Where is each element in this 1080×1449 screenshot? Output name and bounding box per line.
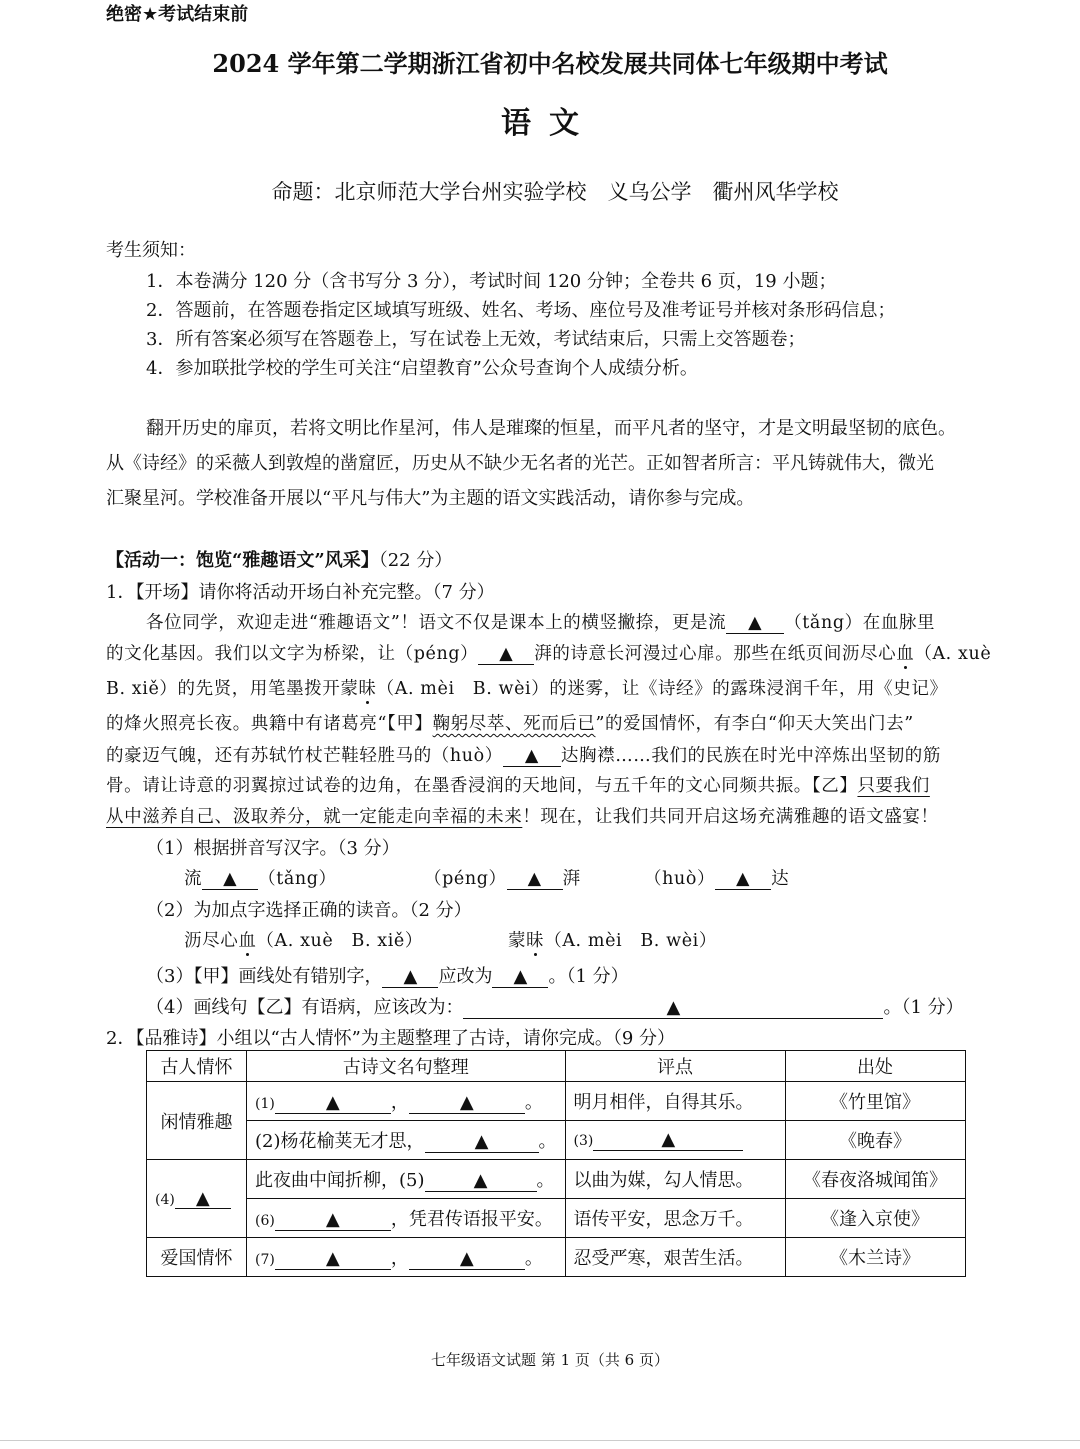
notice-item: 2．答题前，在答题卷指定区域填写班级、姓名、考场、座位号及准考证号并核对条形码信息； [146, 300, 896, 321]
q2-label: 2．【品雅诗】小组以“古人情怀”为主题整理了古诗，请你完成。（9 分） [106, 1028, 676, 1049]
source-cell: 《木兰诗》 [785, 1238, 965, 1277]
pronunciation-item: 沥尽心血（A. xuè B. xiě） [184, 931, 423, 951]
pronunciation-item: 蒙昧（A. mèi B. wèi） [508, 931, 717, 951]
comment-cell: 忍受严寒，艰苦生活。 [565, 1238, 785, 1277]
table-row [147, 1199, 966, 1238]
subject-title: 语文 [501, 106, 597, 141]
exam-title: 2024 学年第二学期浙江省初中名校发展共同体七年级期中考试 [212, 49, 888, 78]
sub-question: （2）为加点字选择正确的读音。（2 分） [146, 900, 472, 921]
passage-line: 的烽火照亮长夜。典籍中有诸葛亮“【甲】鞠躬尽萃、死而后已”的爱国情怀，有李白“仰天大笑出门去” [106, 714, 914, 734]
table-header-row [147, 1051, 966, 1082]
header-cell: 古诗文名句整理 [247, 1051, 566, 1082]
source-cell: 《春夜洛城闻笛》 [785, 1160, 965, 1199]
intro-paragraph: 从《诗经》的采薇人到敦煌的凿窟匠，历史从不缺少无名者的光芒。正如智者所言：平凡铸就伟大，微光 [106, 453, 934, 474]
source-cell: 《逢入京使》 [785, 1199, 965, 1238]
table-row [147, 1082, 966, 1121]
sub-question: （3）【甲】画线处有错别字， ▲ 应改为 ▲ 。（1 分） [146, 966, 629, 987]
sub-question: （4）画线句【乙】有语病，应该改为： ▲ 。（1 分） [146, 997, 964, 1018]
passage-line: 的豪迈气魄，还有苏轼竹杖芒鞋轻胜马的（huò） ▲ 达胸襟……我们的民族在时光中淬炼出坚韧的筋 [106, 746, 941, 766]
notice-item: 4．参加联批学校的学生可关注“启望教育”公众号查询个人成绩分析。 [146, 358, 698, 379]
activity1-heading: 【活动一：饱览“雅趣语文”风采】（22 分） [106, 550, 453, 571]
passage-line: 骨。请让诗意的羽翼掠过试卷的边角，在墨香浸润的天地间，与五千年的文心同频共振。【乙】只要我们 [106, 776, 930, 796]
answer-item-tang: 流 ▲ （tǎng） [184, 869, 337, 889]
verse-cell: (6) ▲ ，凭君传语报平安。 [247, 1199, 566, 1238]
passage-line: B. xiě）的先贤，用笔墨拨开蒙昧（A. mèi B. wèi）的迷雾，让《诗经》的露珠浸润千年，用《史记》 [106, 679, 948, 699]
intro-paragraph: 翻开历史的扉页，若将文明比作星河，伟人是璀璨的恒星，而平凡者的坚守，才是文明最坚韧的底色。 [146, 418, 956, 439]
verse-cell: (7) ▲ ， ▲ 。 [247, 1238, 566, 1277]
poem-table [146, 1050, 966, 1277]
comment-cell: (3) ▲ [565, 1121, 785, 1160]
category-cell: (4) ▲ [147, 1160, 247, 1238]
notice-item: 3．所有答案必须写在答题卷上，写在试卷上无效，考试结束后，只需上交答题卷； [146, 329, 806, 350]
category-cell: 闲情雅趣 [147, 1082, 247, 1160]
header-cell: 出处 [785, 1051, 965, 1082]
answer-item-huo: （huò） ▲ 达 [644, 869, 790, 889]
notice-heading: 考生须知： [106, 240, 196, 261]
passage-line: 从中滋养自己、汲取养分，就一定能走向幸福的未来！现在，让我们共同开启这场充满雅趣的语文盛宴！ [106, 807, 939, 827]
notice-item: 1．本卷满分 120 分（含书写分 3 分），考试时间 120 分钟；全卷共 6 页，19 小题； [146, 271, 837, 292]
source-cell: 《竹里馆》 [785, 1082, 965, 1121]
page-footer: 七年级语文试题 第 1 页（共 6 页） [431, 1351, 669, 1369]
answer-item-peng: （péng） ▲ 湃 [424, 869, 581, 889]
table-row [147, 1238, 966, 1277]
comment-cell: 明月相伴，自得其乐。 [565, 1082, 785, 1121]
table-row [147, 1160, 966, 1199]
bottom-divider [0, 1440, 1080, 1441]
comment-cell: 以曲为媒，勾人情思。 [565, 1160, 785, 1199]
passage-line: 的文化基因。我们以文字为桥梁，让（péng） ▲ 湃的诗意长河漫过心扉。那些在纸页间沥尽心血（A. xuè [106, 644, 992, 664]
exam-authors: 命题：北京师范大学台州实验学校 义乌公学 衢州风华学校 [271, 180, 839, 204]
confidential-label: 绝密★考试结束前 [106, 4, 249, 25]
verse-cell: (2)杨花榆荚无才思， ▲ 。 [247, 1121, 566, 1160]
comment-cell: 语传平安，思念万千。 [565, 1199, 785, 1238]
category-cell: 爱国情怀 [147, 1238, 247, 1277]
header-cell: 古人情怀 [147, 1051, 247, 1082]
q1-label: 1．【开场】请你将活动开场白补充完整。（7 分） [106, 582, 495, 603]
verse-cell: (1) ▲ ， ▲ 。 [247, 1082, 566, 1121]
intro-paragraph: 汇聚星河。学校准备开展以“平凡与伟大”为主题的语文实践活动，请你参与完成。 [106, 488, 755, 509]
table-row [147, 1121, 966, 1160]
passage-line: 各位同学，欢迎走进“雅趣语文”！语文不仅是课本上的横竖撇捺，更是流 ▲ （tǎng）在血脉里 [146, 613, 936, 633]
sub-question: （1）根据拼音写汉字。（3 分） [146, 838, 400, 859]
header-cell: 评点 [565, 1051, 785, 1082]
source-cell: 《晚春》 [785, 1121, 965, 1160]
verse-cell: 此夜曲中闻折柳，(5) ▲ 。 [247, 1160, 566, 1199]
